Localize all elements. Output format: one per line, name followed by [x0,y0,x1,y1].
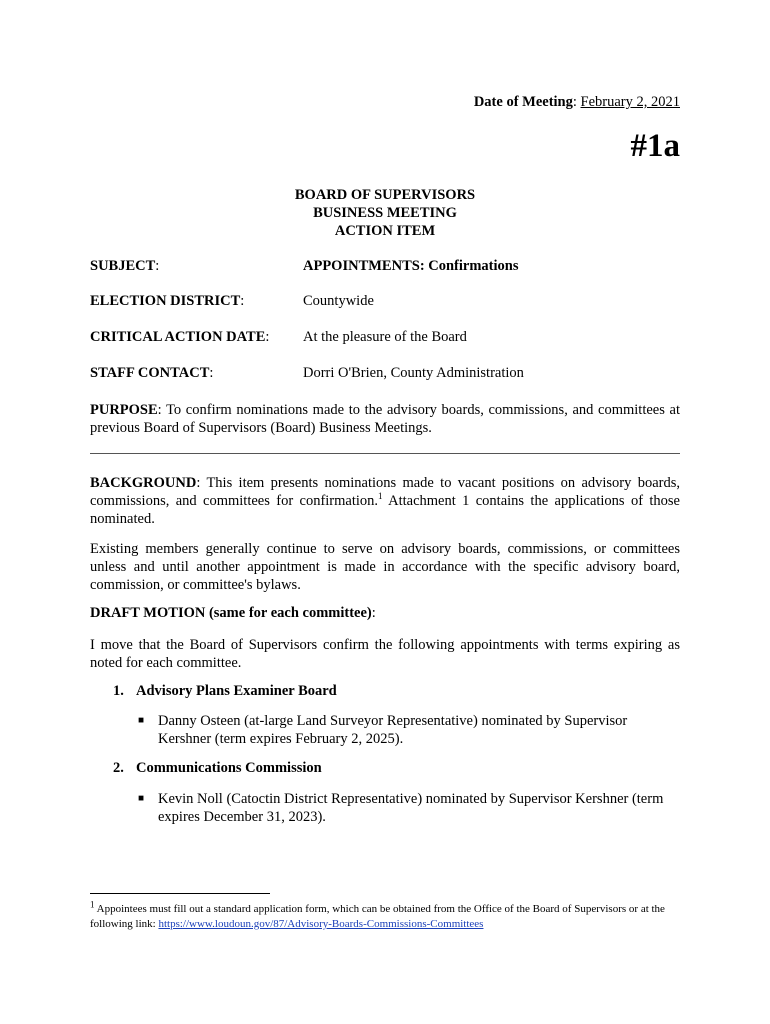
committee-number: 2. [113,760,124,776]
critical-date-label: CRITICAL ACTION DATE [90,329,266,345]
meeting-date-label: Date of Meeting [473,94,573,110]
document-header [0,186,770,240]
header-line-1: BOARD OF SUPERVISORS [294,187,476,203]
footnote-reference[interactable]: 1 [378,491,383,502]
document-page: Date of Meeting: February 2, 2021 #1a BOARD OF SUPERVISORS BUSINESS MEETING ACTION ITEM SUBJECT: APPOINTMENTS: Confirmations ELECTION DISTRICT: Countywide CRITICAL ACTION DATE: At the pleasure of the Board STAFF CONTACT: Dorri O'Brien, County Administration PURPOSE: To confirm nominations made to the advisory boards, commissions, and committees at previous Board of Supervisors (Board) Business Meetings. BACKGROUND: This item presents nominations made to vacant positions on advisory boards, commissions, and committees for confirmation.$^1$ Attachment 1 contains the applications of those nominated. Existing members generally continue to serve on advisory boards, commissions, or committees unless and until another appointment is made in accordance with the specific advisory board, commission, or committee's bylaws. DRAFT MOTION (same for each committee): I move that the Board of Supervisors confirm the following appointments with terms expiring as noted for each committee. 1. Advisory Plans Examiner Board ■ Danny Osteen (at-large Land Surveyor Representative) nominated by Supervisor Kershner (term expires February 2, 2025). 2. Communications Commission ■ Kevin Noll (Catoctin District Representative) nominated by Supervisor Kershner (term expires December 31, 2023). $^1$ Appointees must fill out a standard application form, which can be obtained from the Office of the Board of Supervisors or at the following link: https://www.loudoun.gov/87/Advisory-Boards-Commissions-Committees [0,0,770,1024]
draft-motion-text: I move that the Board of Supervisors confirm the following appointments with terms expiring as noted for each committee. [90,637,680,671]
bullet-square-icon: ■ [138,793,145,804]
header-line-2: BUSINESS MEETING [313,205,457,221]
footnote-separator [90,893,270,894]
background-label: BACKGROUND [90,475,197,491]
draft-motion-label: DRAFT MOTION (same for each committee) [90,605,372,621]
background-paragraph: BACKGROUND: This item presents nominations made to vacant positions on advisory boards, commissions, and committees for confirmation.$^1$ Attachment 1 contains the applications of those nominated. [90,475,680,527]
footnote-text: Appointees must fill out a standard application form, which can be obtained from the Office of the Board of Supervisors or at the following link: [90,903,665,930]
purpose-label: PURPOSE [90,402,158,418]
appointment-bullet: Kevin Noll (Catoctin District Representative) nominated by Supervisor Kershner (term expires December 31, 2023). [158,791,664,825]
subject-value: APPOINTMENTS: Confirmations [303,258,519,274]
purpose-paragraph: PURPOSE: To confirm nominations made to the advisory boards, commissions, and committees at previous Board of Supervisors (Board) Business Meetings. [90,402,680,436]
bullet-square-icon: ■ [138,715,145,726]
background-text-before: This item presents nominations made to vacant positions on advisory boards, commissions, and committees for confirmation. [90,475,680,509]
meeting-date-line: Date of Meeting: February 2, 2021 [473,94,680,110]
staff-contact-value: Dorri O'Brien, County Administration [303,365,524,381]
subject-label: SUBJECT [90,258,156,274]
district-value: Countywide [303,293,374,309]
appointment-bullet: Danny Osteen (at-large Land Surveyor Representative) nominated by Supervisor Kershner (term expires February 2, 2025). [158,713,628,747]
footnote [90,899,690,932]
staff-contact-label: STAFF CONTACT [90,365,210,381]
item-number: #1a [630,128,680,164]
section-divider [90,453,680,454]
footnote-link[interactable]: https://www.loudoun.gov/87/Advisory-Boards-Commissions-Committees [158,918,484,930]
header-line-3: ACTION ITEM [334,223,436,239]
committee-number: 1. [113,683,124,699]
critical-date-value: At the pleasure of the Board [303,329,467,345]
purpose-text: To confirm nominations made to the advisory boards, commissions, and committees at previous Board of Supervisors (Board) Business Meetings. [90,402,680,436]
draft-motion-heading: DRAFT MOTION (same for each committee): [90,605,376,621]
committee-name: Advisory Plans Examiner Board [136,683,337,699]
background-text-after: Attachment 1 contains the applications of those nominated. [90,493,680,527]
district-label: ELECTION DISTRICT [90,293,241,309]
committee-name: Communications Commission [136,760,322,776]
meeting-date-value: February 2, 2021 [580,94,680,110]
background-paragraph-2: Existing members generally continue to serve on advisory boards, commissions, or committees unless and until another appointment is made in accordance with the specific advisory board, commission, or committee's bylaws. [90,541,680,593]
footnote-number: 1 [90,899,95,910]
